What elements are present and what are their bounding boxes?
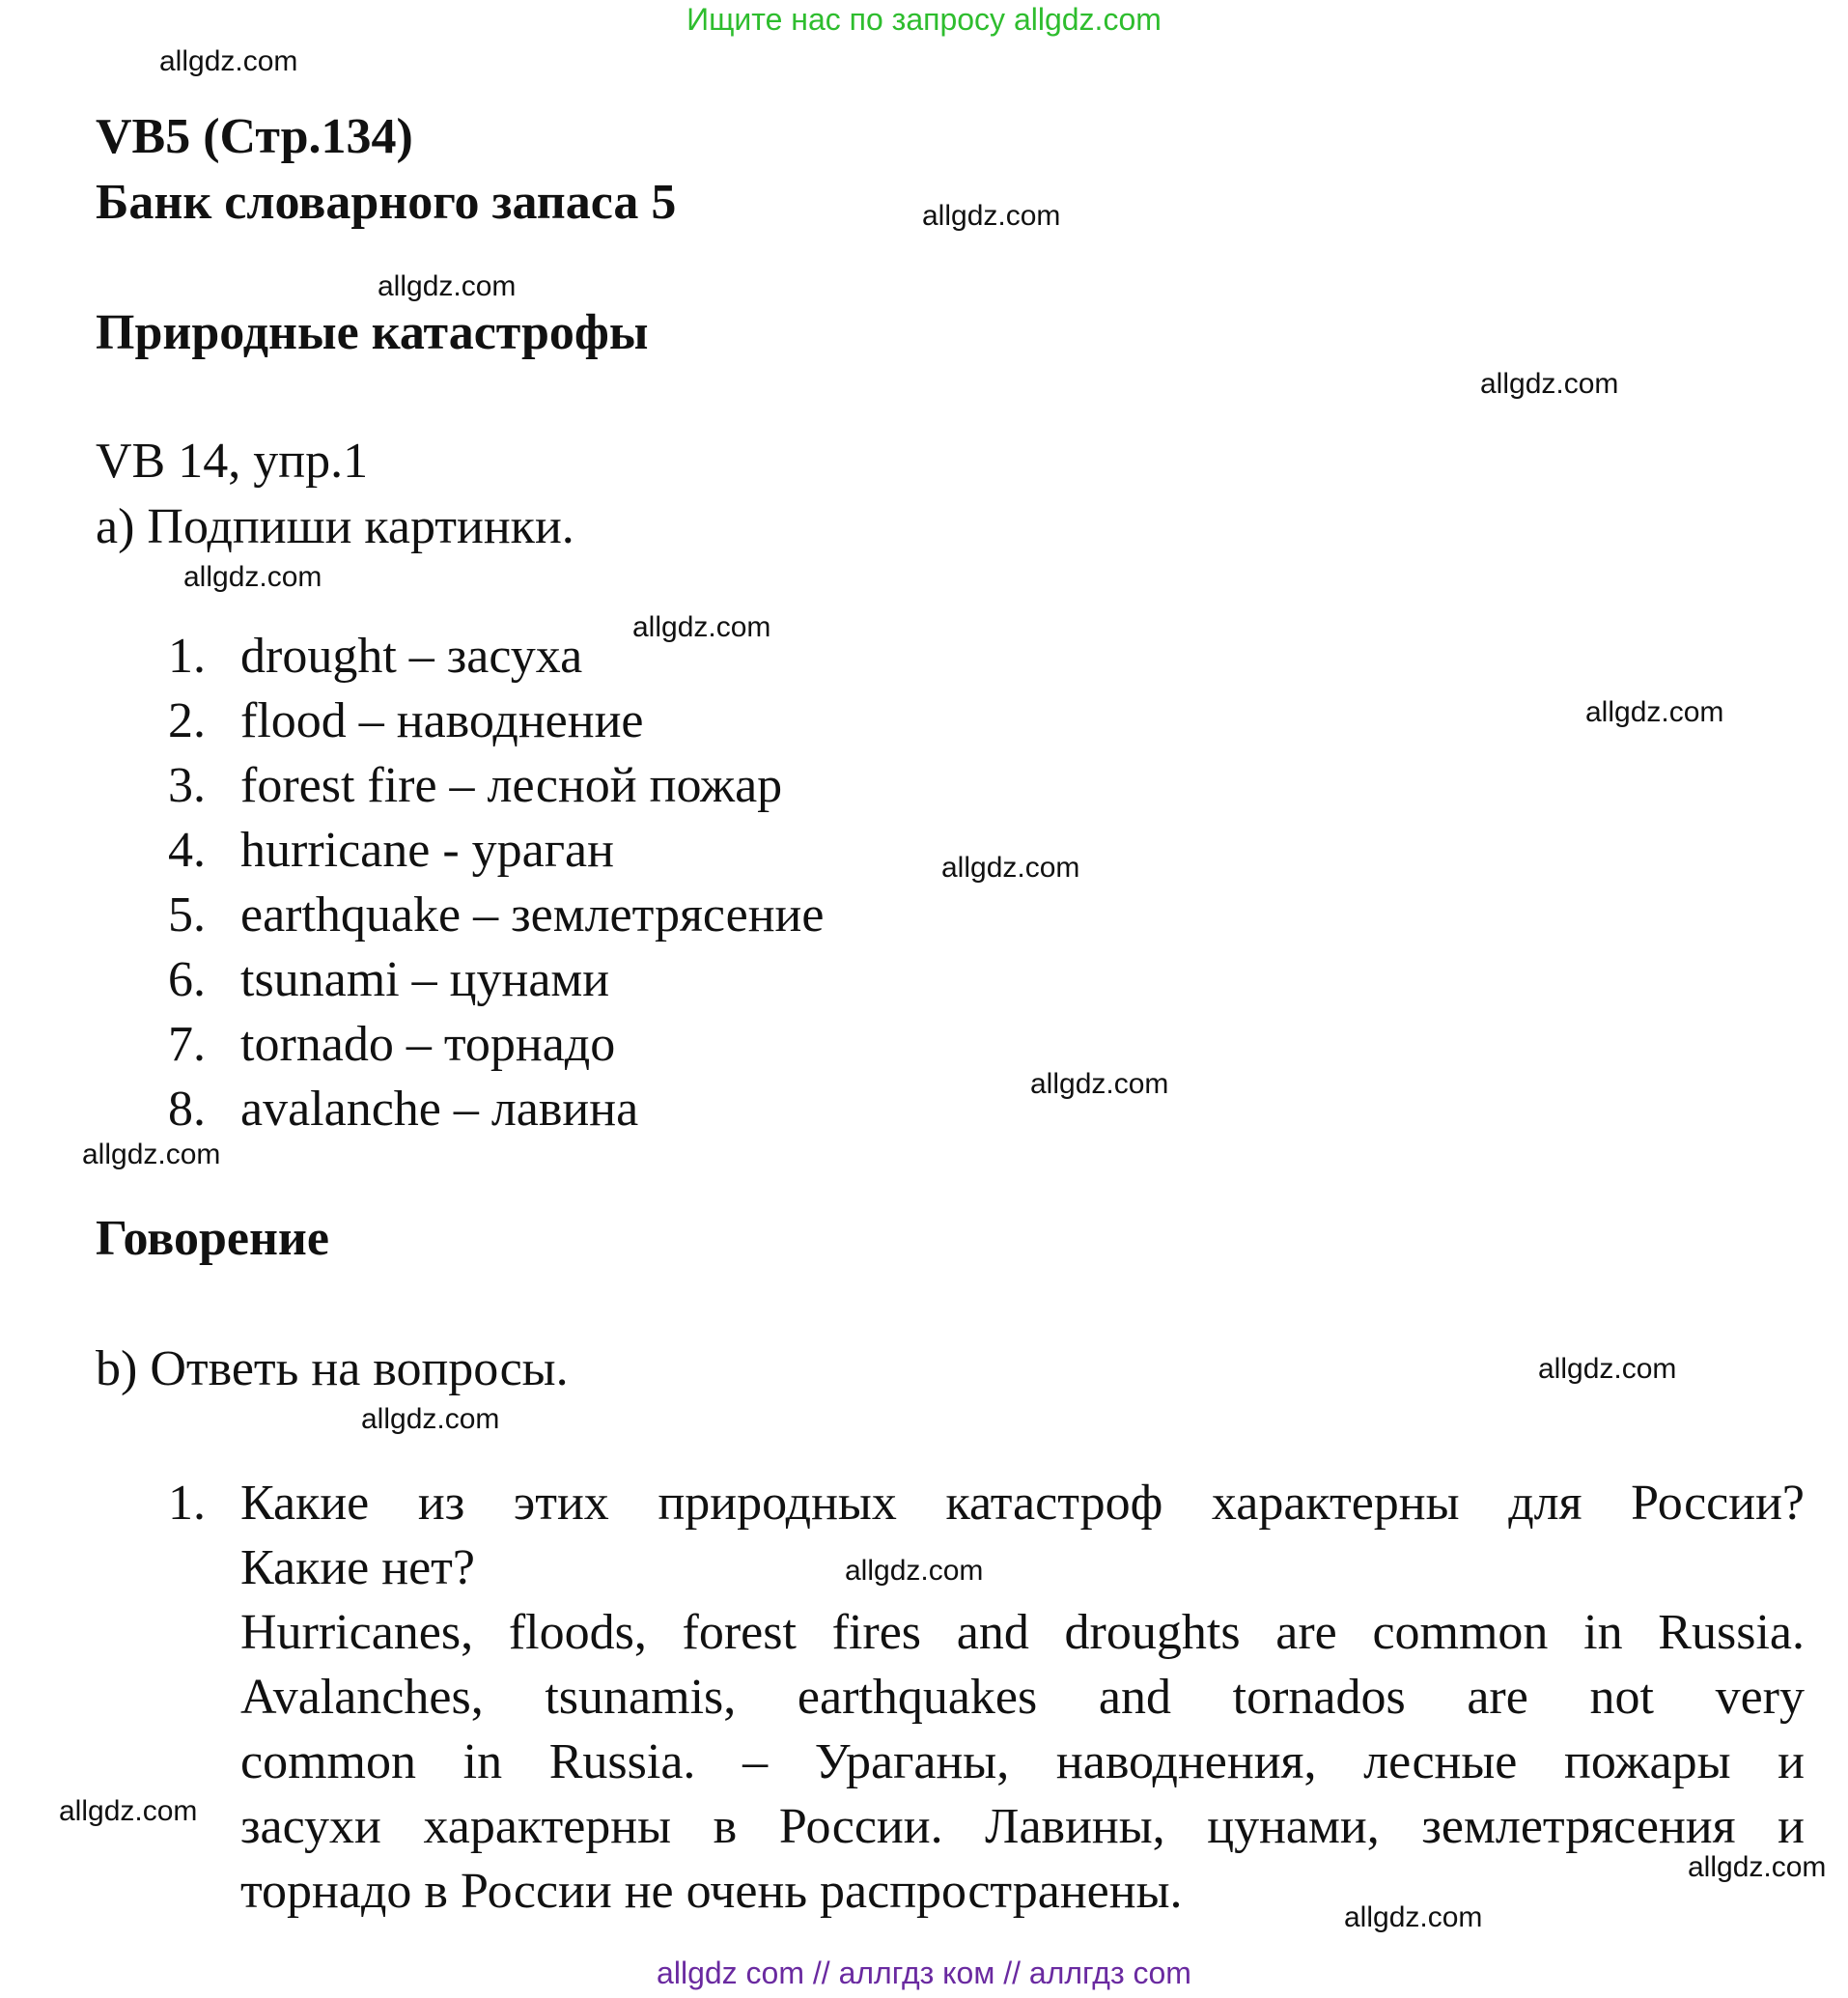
- item-number: 2.: [168, 693, 206, 748]
- item-number: 8.: [168, 1082, 206, 1137]
- watermark: allgdz.com: [941, 852, 1080, 884]
- item-number: 5.: [168, 887, 206, 943]
- item-number: 1.: [168, 629, 206, 684]
- item-text: drought – засуха: [240, 629, 583, 684]
- section-subtitle: Банк словарного запаса 5: [96, 175, 677, 230]
- bottom-banner: allgdz com // аллгдз ком // аллгдз com: [657, 1956, 1191, 1990]
- speaking-heading: Говорение: [96, 1211, 329, 1266]
- item-number: 6.: [168, 952, 206, 1007]
- exercise-ref: VB 14, упр.1: [96, 434, 369, 489]
- watermark: allgdz.com: [1688, 1851, 1827, 1883]
- question-text: Какие из этих природных катастроф характерны для России?: [240, 1476, 1805, 1531]
- watermark: allgdz.com: [1480, 368, 1619, 400]
- watermark: allgdz.com: [361, 1403, 500, 1435]
- item-text: flood – наводнение: [240, 693, 644, 748]
- item-text: hurricane - ураган: [240, 823, 614, 878]
- item-number: 3.: [168, 758, 206, 813]
- item-text: avalanche – лавина: [240, 1082, 639, 1137]
- watermark: allgdz.com: [183, 561, 322, 593]
- topic-heading: Природные катастрофы: [96, 305, 649, 360]
- watermark: allgdz.com: [1030, 1068, 1169, 1100]
- watermark: allgdz.com: [632, 611, 771, 643]
- answer-text: Avalanches, tsunamis, earthquakes and tornados are not very: [240, 1670, 1805, 1725]
- item-text: forest fire – лесной пожар: [240, 758, 783, 813]
- page-title: VB5 (Стр.134): [96, 109, 413, 164]
- watermark: allgdz.com: [1585, 696, 1724, 728]
- watermark: allgdz.com: [82, 1139, 221, 1170]
- question-text: Какие нет?: [240, 1540, 475, 1595]
- question-number: 1.: [168, 1476, 206, 1531]
- task-b-instruction: b) Ответь на вопросы.: [96, 1341, 569, 1396]
- watermark: allgdz.com: [159, 45, 298, 77]
- watermark: allgdz.com: [922, 200, 1061, 232]
- item-text: tsunami – цунами: [240, 952, 610, 1007]
- answer-text: торнадо в России не очень распространены.: [240, 1864, 1183, 1919]
- watermark: allgdz.com: [1344, 1901, 1483, 1933]
- item-text: earthquake – землетрясение: [240, 887, 825, 943]
- watermark: allgdz.com: [1538, 1353, 1677, 1385]
- watermark: allgdz.com: [378, 270, 517, 302]
- answer-text: Hurricanes, floods, forest fires and droughts are common in Russia.: [240, 1605, 1805, 1660]
- answer-text: засухи характерны в России. Лавины, цунами, землетрясения и: [240, 1799, 1805, 1854]
- watermark: allgdz.com: [845, 1555, 984, 1587]
- item-number: 4.: [168, 823, 206, 878]
- task-a-instruction: a) Подпиши картинки.: [96, 499, 574, 554]
- item-number: 7.: [168, 1017, 206, 1072]
- question-answer: [168, 1471, 1805, 1924]
- item-text: tornado – торнадо: [240, 1017, 616, 1072]
- top-banner: Ищите нас по запросу allgdz.com: [686, 2, 1162, 37]
- watermark: allgdz.com: [59, 1795, 198, 1827]
- answer-text: common in Russia. – Ураганы, наводнения, лесные пожары и: [240, 1734, 1805, 1789]
